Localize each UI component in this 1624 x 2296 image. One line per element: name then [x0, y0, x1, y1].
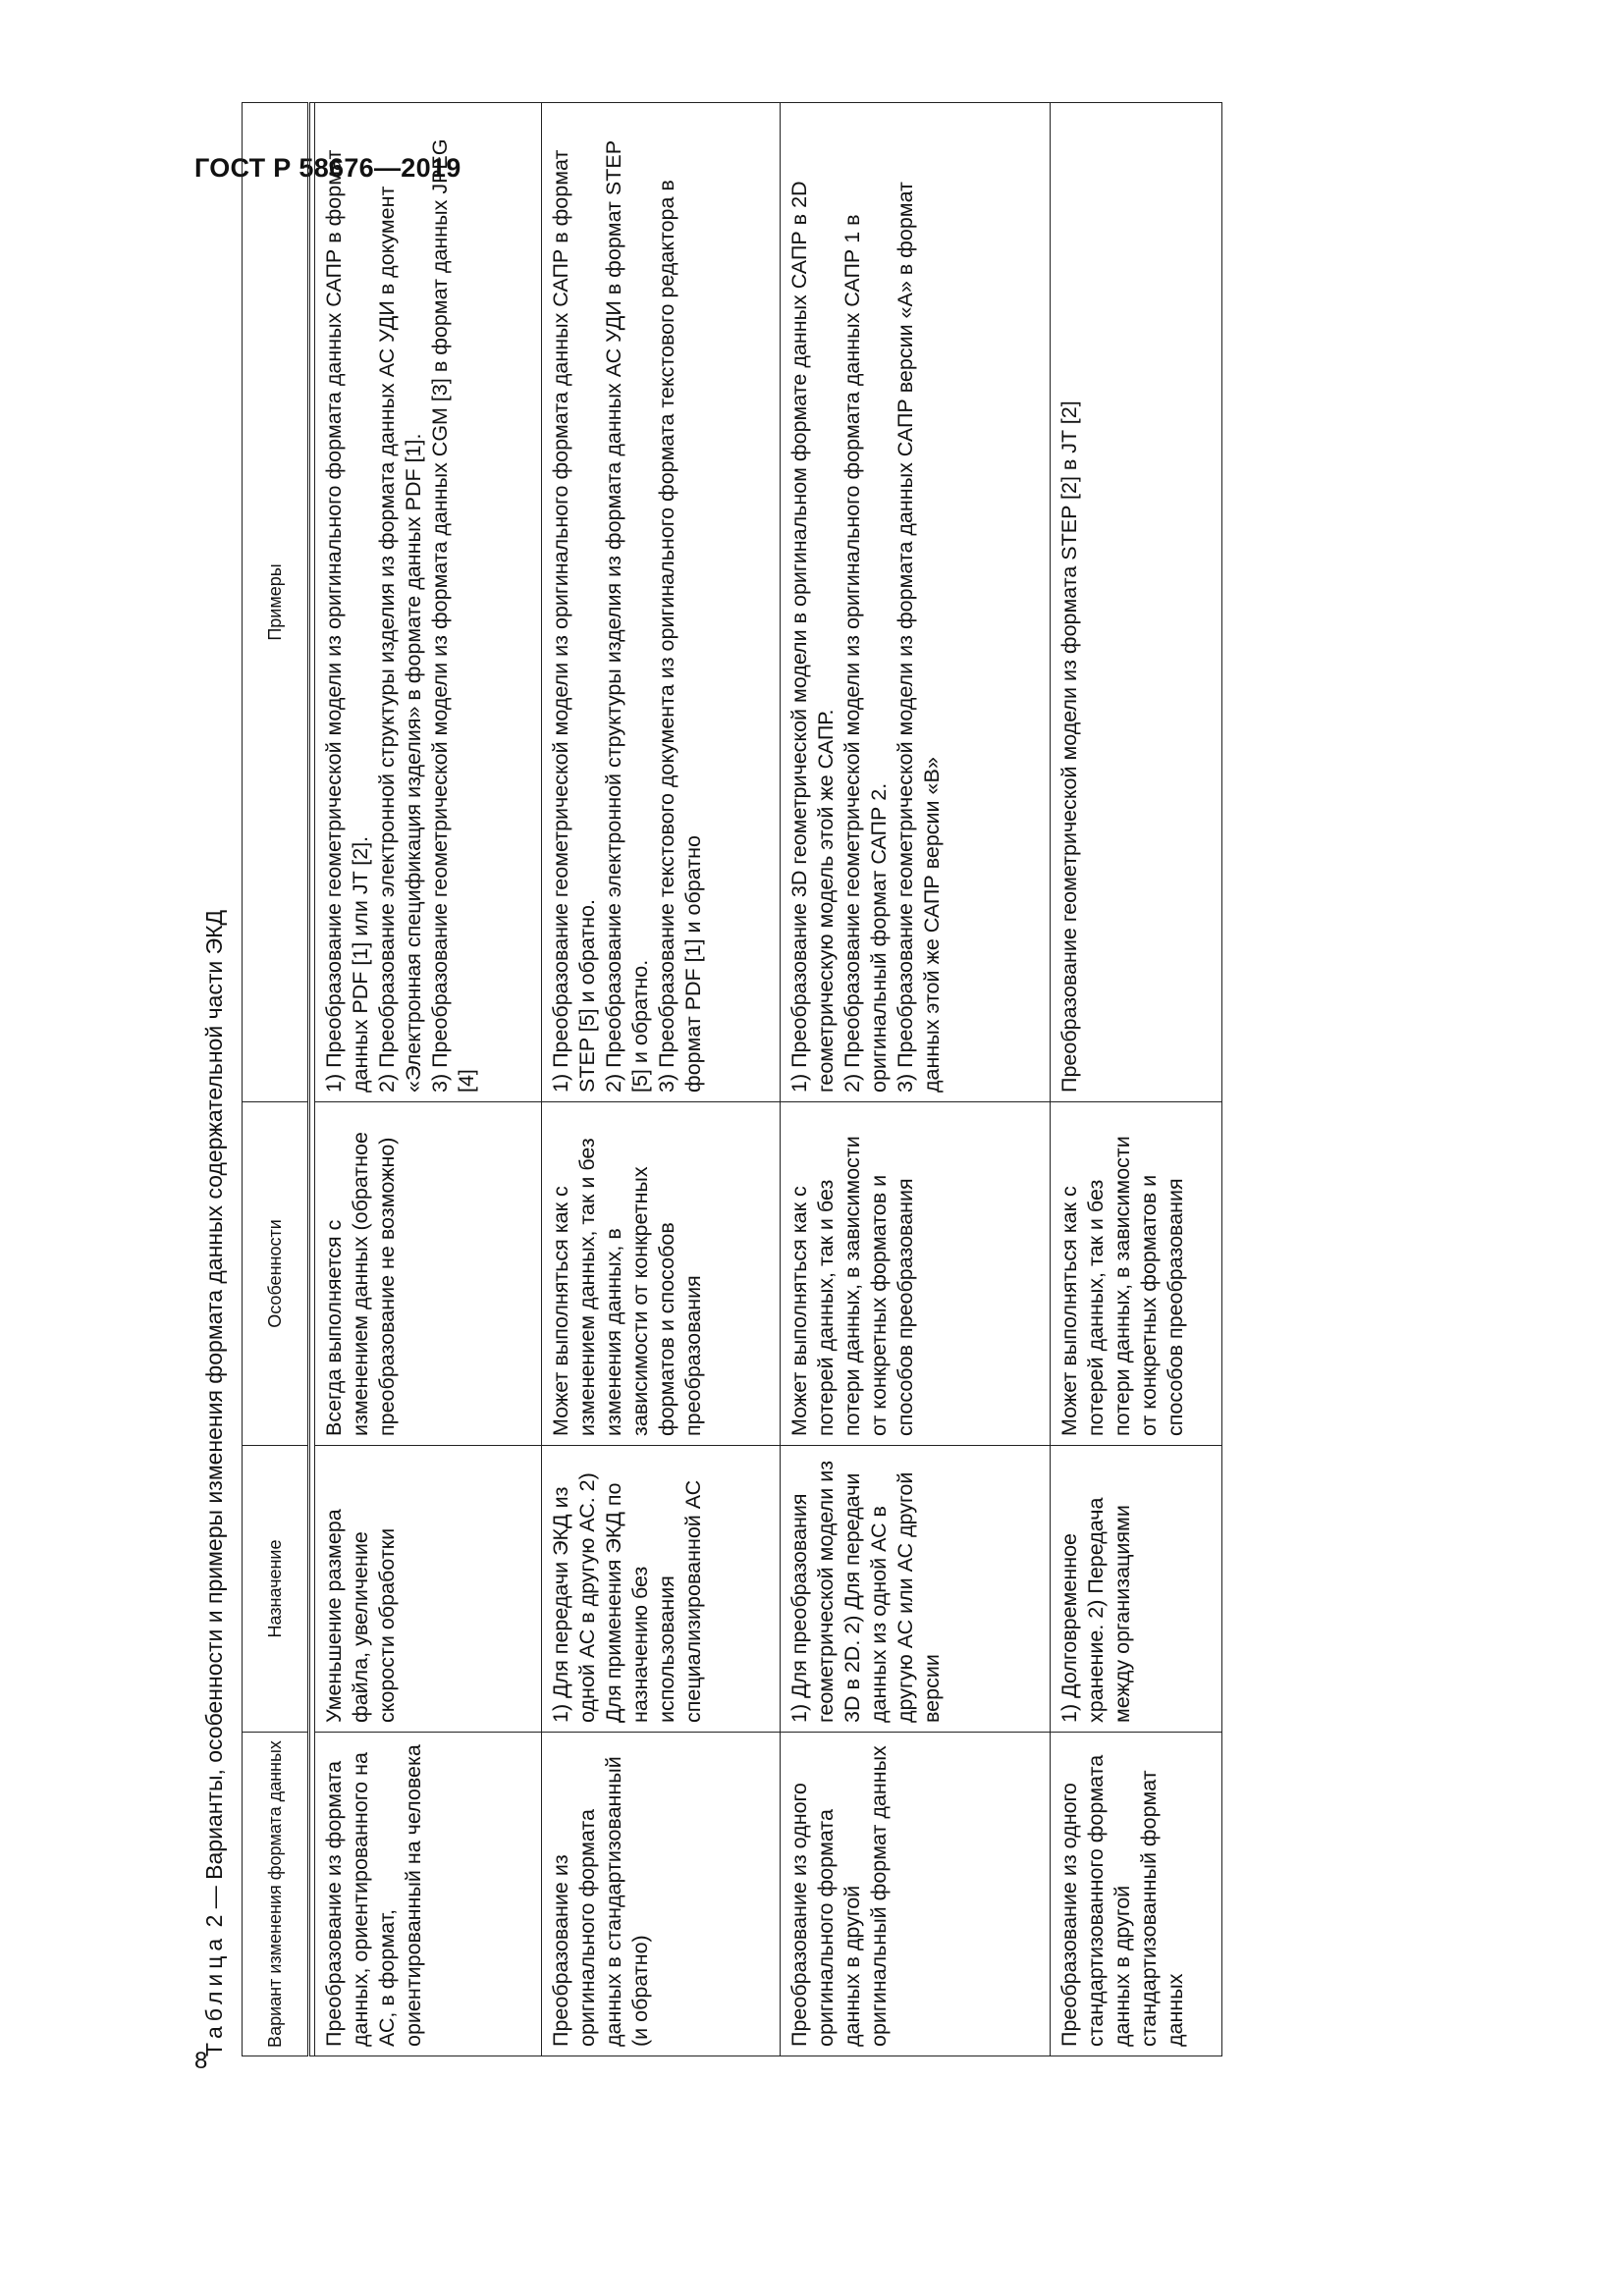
example-item: 3) Преобразование геометрической модели из формата данных САПР версии «А» в формат данных этой же САПР версии «В» — [893, 182, 944, 1093]
column-header-features: Особенности — [243, 1102, 309, 1446]
example-item: 3) Преобразование геометрической модели из формата данных CGM [3] в формат данных JPEG [4] — [428, 138, 478, 1093]
table-caption-lead: Таблица — [201, 1933, 227, 2056]
rotated-table-area — [194, 103, 1284, 2056]
example-item: 3) Преобразование текстового документа из оригинального формата текстового редактора в формат PDF [1] и обратно — [655, 180, 705, 1093]
document-header: ГОСТ Р 58676—2019 — [194, 153, 461, 183]
example-item: 1) Преобразование геометрической модели из оригинального формата данных САПР в формат STEP [5] и обратно. — [549, 149, 599, 1093]
table-row — [542, 103, 781, 2056]
cell-variant: Преобразование из одного стандартизованного формата данных в другой стандартизованный формат данных — [1051, 1733, 1222, 2056]
column-header-examples: Примеры — [243, 103, 309, 1102]
table-row — [781, 103, 1051, 2056]
cell-examples — [1051, 103, 1222, 1102]
column-header-variant: Вариант изменения формата данных — [243, 1733, 309, 2056]
cell-features: Может выполняться как с потерей данных, так и без потери данных, в зависимости от конкретных форматов и способов преобразования — [1051, 1102, 1222, 1446]
cell-purpose: Уменьшение размера файла, увеличение скорости обработки — [315, 1446, 542, 1733]
example-item: 1) Преобразование геометрической модели из оригинального формата данных САПР в формат данных PDF [1] или JT [2]. — [322, 149, 372, 1093]
cell-examples — [315, 103, 542, 1102]
column-header-purpose: Назначение — [243, 1446, 309, 1733]
example-item: 2) Преобразование электронной структуры изделия из формата данных АС УДИ в документ «Электронная спецификация изделия» в формате данных PDF [1]. — [375, 186, 425, 1093]
table-row — [315, 103, 542, 2056]
example-item: 2) Преобразование электронной структуры изделия из формата данных АС УДИ в формат STEP [5] и обратно. — [602, 140, 652, 1093]
example-item: Преобразование геометрической модели из формата STEP [2] в JT [2] — [1057, 400, 1081, 1093]
formats-table — [242, 102, 1222, 2056]
cell-variant: Преобразование из формата данных, ориентированного на АС, в формат, ориентированный на человека — [315, 1733, 542, 2056]
example-item: 1) Преобразование 3D геометрической модели в оригинальном формате данных САПР в 2D геометрическую модель этой же САПР. — [787, 181, 838, 1093]
table-caption — [194, 103, 234, 2056]
example-item: 2) Преобразование геометрической модели из оригинального формата данных САПР 1 в оригинальный формат САПР 2. — [840, 214, 891, 1093]
cell-variant: Преобразование из одного оригинального формата данных в другой оригинальный формат данных — [781, 1733, 1051, 2056]
cell-purpose: 1) Долговременное хранение. 2) Передача между организациями — [1051, 1446, 1222, 1733]
table-caption-text: 2 — Варианты, особенности и примеры изменения формата данных содержательной части ЭКД — [201, 909, 227, 1934]
cell-variant: Преобразование из оригинального формата данных в стандартизованный (и обратно) — [542, 1733, 781, 2056]
cell-examples — [781, 103, 1051, 1102]
table-row — [1051, 103, 1222, 2056]
page-number: 8 — [194, 2048, 208, 2074]
cell-examples — [542, 103, 781, 1102]
cell-features: Может выполняться как с потерей данных, так и без потери данных, в зависимости от конкретных форматов и способов преобразования — [781, 1102, 1051, 1446]
table-header-row — [243, 103, 309, 2056]
cell-purpose: 1) Для преобразования геометрической модели из 3D в 2D. 2) Для передачи данных из одной АС в другую АС или АС другой версии — [781, 1446, 1051, 1733]
cell-features: Всегда выполняется с изменением данных (обратное преобразование не возможно) — [315, 1102, 542, 1446]
cell-purpose: 1) Для передачи ЭКД из одной АС в другую АС. 2) Для применения ЭКД по назначению без использования специализированной АС — [542, 1446, 781, 1733]
cell-features: Может выполняться как с изменением данных, так и без изменения данных, в зависимости от конкретных форматов и способов преобразования — [542, 1102, 781, 1446]
